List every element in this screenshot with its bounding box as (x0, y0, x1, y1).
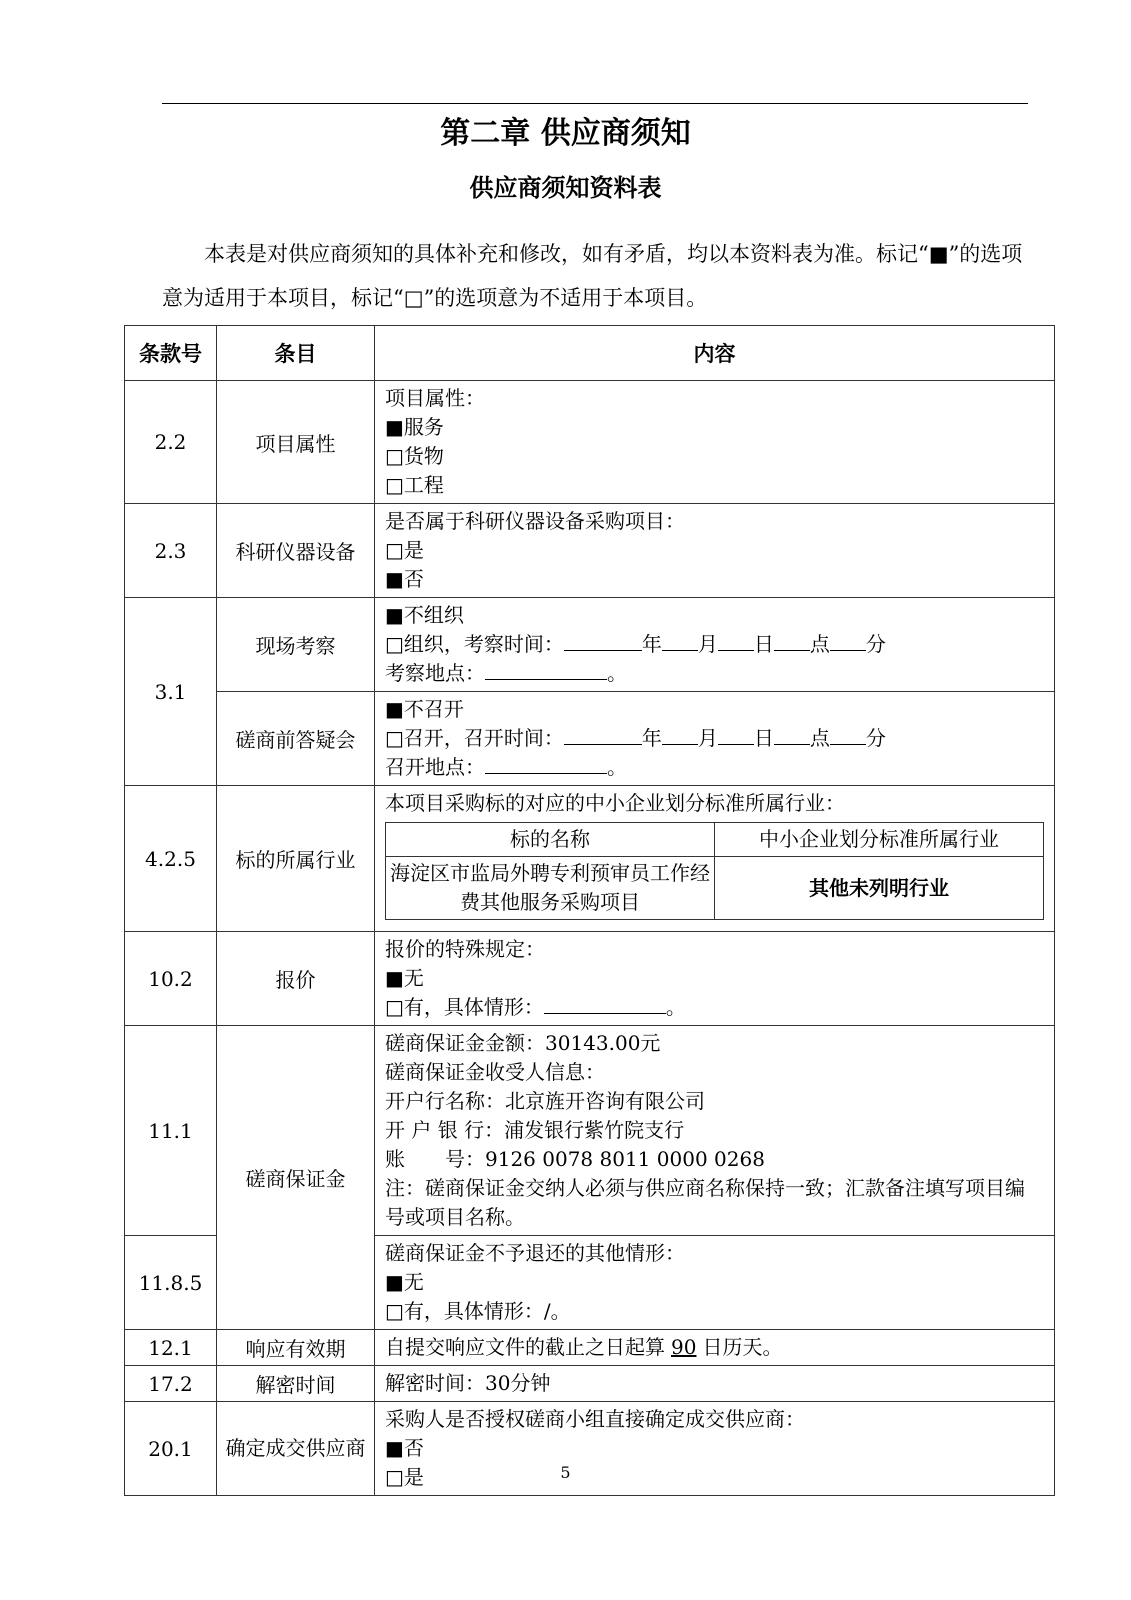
option-checked: ■不召开 (385, 697, 464, 721)
industry-subtable (385, 822, 1044, 920)
header-rule (162, 103, 1028, 104)
site-visit-time-line: □组织，考察时间： 年 月 日 点 分 (385, 632, 886, 656)
table-row (125, 786, 1055, 932)
content-line: 报价的特殊规定： (385, 937, 545, 961)
clause-item: 项目属性 (217, 381, 375, 504)
clause-content (375, 1026, 1055, 1236)
option-unchecked: □货物 (385, 444, 444, 468)
validity-days: 90 (671, 1335, 697, 1359)
clause-content: 解密时间：30分钟 (375, 1366, 1055, 1402)
clause-content (375, 598, 1055, 692)
clause-content (375, 1236, 1055, 1330)
option-checked: ■否 (385, 1436, 424, 1460)
industry-classification: 其他未列明行业 (715, 857, 1044, 920)
header-clause-no: 条款号 (125, 326, 217, 381)
clause-no: 20.1 (125, 1402, 217, 1496)
option-unchecked: □有，具体情形：/。 (385, 1299, 571, 1323)
account-name: 开户行名称：北京旌开咨询有限公司 (385, 1089, 705, 1113)
clause-content (375, 692, 1055, 786)
clause-item: 确定成交供应商 (217, 1402, 375, 1496)
site-visit-location-line: 考察地点： 。 (385, 661, 627, 685)
table-row (125, 692, 1055, 786)
clause-item: 解密时间 (217, 1366, 375, 1402)
subtable-header: 中小企业划分标准所属行业 (715, 823, 1044, 857)
option-checked: ■否 (385, 567, 424, 591)
supplier-info-table (124, 325, 1055, 1496)
clause-no: 11.1 (125, 1026, 217, 1236)
content-line: 采购人是否授权磋商小组直接确定成交供应商： (385, 1407, 805, 1431)
option-checked: ■服务 (385, 415, 444, 439)
deposit-note: 注：磋商保证金交纳人必须与供应商名称保持一致；汇款备注填写项目编号或项目名称。 (385, 1176, 1025, 1229)
option-checked: ■无 (385, 966, 424, 990)
chapter-title: 第二章 供应商须知 (440, 116, 691, 151)
bank-name: 开 户 银 行：浦发银行紫竹院支行 (385, 1118, 685, 1142)
content-line: 项目属性： (385, 386, 485, 410)
content-line: 本项目采购标的对应的中小企业划分标准所属行业： (385, 791, 845, 815)
clause-no: 17.2 (125, 1366, 217, 1402)
header-content: 内容 (375, 326, 1055, 381)
page-number: 5 (560, 1463, 571, 1482)
option-checked: ■无 (385, 1270, 424, 1294)
table-row (125, 1330, 1055, 1366)
table-header-row (125, 326, 1055, 381)
qa-meeting-time-line: □召开，召开时间： 年 月 日 点 分 (385, 726, 886, 750)
option-unchecked: □是 (385, 1465, 424, 1489)
validity-period-line: 自提交响应文件的截止之日起算 90 日历天。 (385, 1335, 783, 1359)
deposit-amount: 磋商保证金金额：30143.00元 (385, 1031, 661, 1055)
table-row (125, 504, 1055, 598)
option-checked: ■不组织 (385, 603, 464, 627)
content-line: 是否属于科研仪器设备采购项目： (385, 509, 685, 533)
account-number: 账 号：9126 0078 8011 0000 0268 (385, 1147, 765, 1171)
option-unchecked: □是 (385, 538, 424, 562)
clause-content (375, 786, 1055, 932)
clause-no: 4.2.5 (125, 786, 217, 932)
subtable-header: 标的名称 (386, 823, 715, 857)
clause-item: 磋商前答疑会 (217, 692, 375, 786)
clause-content (375, 381, 1055, 504)
table-row (125, 598, 1055, 692)
table-row (125, 1026, 1055, 1236)
clause-content (375, 504, 1055, 598)
option-unchecked: □工程 (385, 473, 444, 497)
clause-item: 磋商保证金 (217, 1026, 375, 1330)
clause-item: 现场考察 (217, 598, 375, 692)
clause-item: 报价 (217, 932, 375, 1026)
subject-name: 海淀区市监局外聘专利预审员工作经费其他服务采购项目 (386, 857, 715, 920)
table-row (125, 381, 1055, 504)
clause-no: 3.1 (125, 598, 217, 786)
clause-content (375, 1330, 1055, 1366)
clause-content (375, 932, 1055, 1026)
clause-no: 10.2 (125, 932, 217, 1026)
intro-paragraph: 本表是对供应商须知的具体补充和修改，如有矛盾，均以本资料表为准。标记“■”的选项意为适用于本项目，标记“□”的选项意为不适用于本项目。 (162, 242, 1023, 310)
clause-item: 响应有效期 (217, 1330, 375, 1366)
header-item: 条目 (217, 326, 375, 381)
clause-no: 12.1 (125, 1330, 217, 1366)
clause-no: 2.2 (125, 381, 217, 504)
clause-item: 科研仪器设备 (217, 504, 375, 598)
option-unchecked: □有，具体情形： 。 (385, 995, 686, 1019)
table-row (125, 932, 1055, 1026)
clause-no: 2.3 (125, 504, 217, 598)
clause-no: 11.8.5 (125, 1236, 217, 1330)
content-line: 磋商保证金不予退还的其他情形： (385, 1241, 685, 1265)
qa-meeting-location-line: 召开地点： 。 (385, 755, 627, 779)
clause-item: 标的所属行业 (217, 786, 375, 932)
table-subtitle: 供应商须知资料表 (469, 173, 662, 202)
table-row (125, 1366, 1055, 1402)
content-line: 磋商保证金收受人信息： (385, 1060, 605, 1084)
